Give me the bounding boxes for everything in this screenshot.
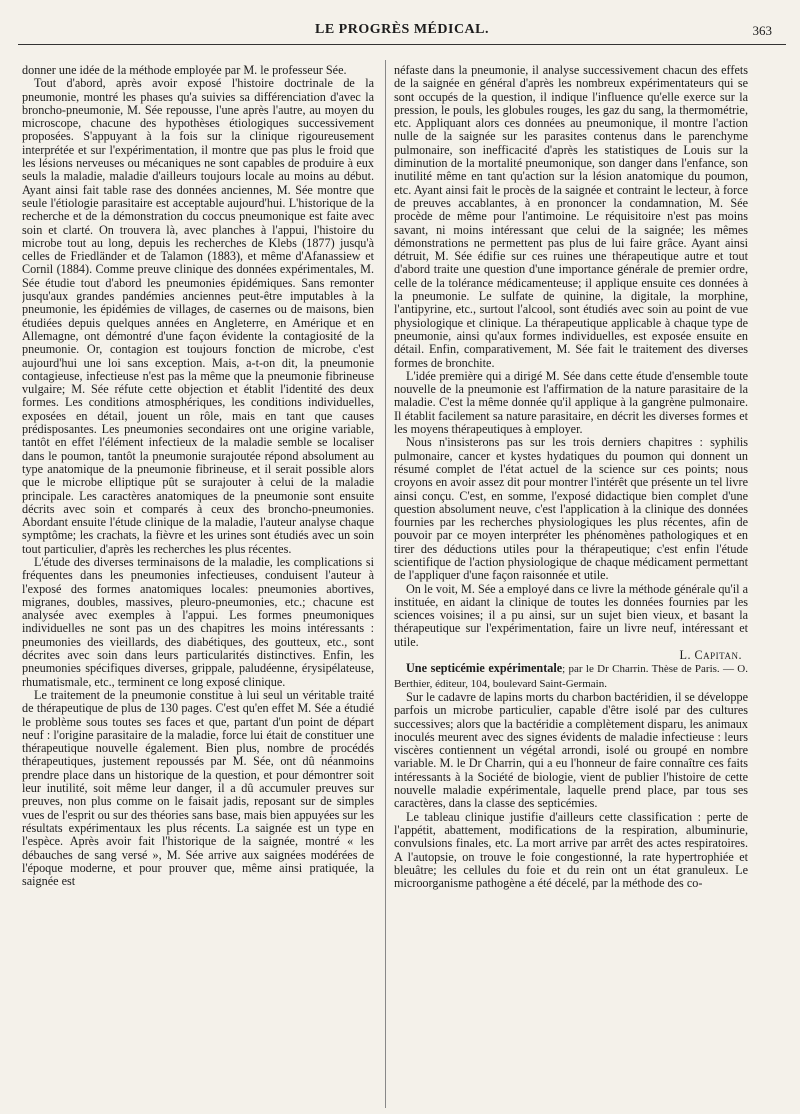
page-header bbox=[18, 22, 786, 44]
paragraph: Le tableau clinique justifie d'ailleurs cette classification : perte de l'appétit, abattement, modifications de la respiration, albuminurie, convulsions finales, etc. La mort arrive par arrêt des actes respiratoires. A l'autopsie, on trouve le foie congestionné, la rate hypertrophiée et bleuâtre; les cellules du foie et du rein ont un état granuleux. Le microorganisme pathogène a été décelé, par la méthode des co- bbox=[394, 809, 748, 891]
paragraph: On le voit, M. Sée a employé dans ce livre la méthode générale qu'il a instituée, en aidant la clinique de toutes les données fournies par les sciences voisines; il a pu ainsi, sur un sujet bien vieux, et basant la thérapeutique sur l'expérimentation, faire un livre neuf, intéressant et utile. bbox=[394, 581, 748, 649]
header-rule bbox=[18, 44, 786, 45]
running-title: LE PROGRÈS MÉDICAL. bbox=[314, 22, 490, 37]
page-number: 363 bbox=[752, 23, 772, 38]
paragraph: L'idée première qui a dirigé M. Sée dans cette étude d'ensemble toute nouvelle de la pneumonie est l'affirmation de la nature parasitaire de la maladie. C'est la même donnée qu'il applique à la gangrène pulmonaire. Il établit facilement sa nature parasitaire, en décrit les diverses formes et les moyens thérapeutiques à employer. bbox=[394, 368, 748, 437]
review-meta: ; par le Dr Charrin. Thèse de Paris. — O. Berthier, éditeur, 104, boulevard Saint-Germain. bbox=[394, 663, 748, 690]
right-column bbox=[394, 64, 748, 1112]
column-divider bbox=[385, 60, 386, 1108]
author-signature: L. Capitan. bbox=[679, 648, 742, 663]
review-title: Une septicémie expérimentale bbox=[406, 661, 563, 676]
paragraph: L'étude des diverses terminaisons de la maladie, les complications si fréquentes dans les pneumonies infectieuses, conduisent l'auteur à l'exposé des formes anatomiques locales: pneumonies abortives, migranes, doubles, massives, pleuro-pneumonies, etc.; chacune est analysée avec exemples à l'appui. Les formes pneumoniques individuelles ne sont pas un des chapitres les moins intéressants : pneumonies des vieillards, des diabétiques, des goutteux, etc., sont décrites avec soin dans leurs particularités distinctives. Enfin, les pneumonies spécifiques diverses, grippale, paludéenne, érysipélateuse, rhumatismale, etc., terminent ce long exposé clinique. bbox=[22, 554, 374, 689]
paragraph: Sur le cadavre de lapins morts du charbon bactéridien, il se développe parfois un microbe particulier, capable d'être isolé par des cultures successives; alors que la bactéridie a complètement disparu, les animaux inoculés meurent avec des signes évidents de maladie infectieuse : leurs viscères contiennent un végétal arrondi, isolé ou groupé en nombre variable. M. le Dr Charrin, qui a eu l'honneur de faire connaître ces faits intéressants à la Société de biologie, vient de publier l'histoire de cette nouvelle maladie expérimentale, laquelle prend place, par tous ses caractères, dans la classe des septicémies. bbox=[394, 689, 748, 811]
paragraph: Tout d'abord, après avoir exposé l'histoire doctrinale de la pneumonie, montré les phases qu'a suivies sa différenciation d'avec la broncho-pneumonie, M. Sée repousse, l'une après l'autre, au moyen du microscope, chacune des hypothèses étiologiques successivement proposées. S'appuyant à la fois sur la clinique rigoureusement interprétée et sur l'expérimentation, il montre que pas plus le froid que les lésions nerveuses ou mécaniques ne sont capables de produire à eux seuls la maladie, maladie d'ailleurs toujours locale au moins au début. Ayant ainsi fait table rase des données anciennes, M. Sée montre que seule l'étiologie parasitaire est acceptable aujourd'hui. L'historique de la recherche et de la démonstration du coccus pneumonique est faite avec soin et clarté. On trouvera là, avec planches à l'appui, l'histoire du microbe tout au long, depuis les recherches de Klebs (1877) jusqu'à celles de Friedländer et de Talamon (1883), et même d'Afanassiew et Cornil (1884). Comme preuve clinique des données expérimentales, M. Sée étudie tout d'abord les pneumonies épidémiques. Sans remonter jusqu'aux grandes pandémies anciennes peut-être imputables à la pneumonie, les épidémies de villages, de casernes ou de maisons, bien étudiées depuis quelques années en Angleterre, en Amérique et en Allemagne, ont démontré d'une façon évidente la contagiosité de la pneumonie. Or, contagion est toujours fonction de microbe, c'est aujourd'hui une loi sans exception. Mais, a-t-on dit, la pneumonie contagieuse, infectieuse n'est pas la même que la pneumonie fibrineuse vulgaire; M. Sée réfute cette objection et établit l'identité des deux formes. Les conditions atmosphériques, les conditions individuelles, exposées en détail, jouent un rôle, mais en tant que causes prédisposantes. Les pneumonies secondaires ont une origine variable, tantôt en effet l'élément infectieux de la maladie semble se localiser dans le poumon, tantôt la pneumonie surajoutée répond absolument au type anatomique de la pneumonie fibrineuse, et il serait possible alors que le microbe elliptique pût se surajouter à celui de la maladie principale. Les caractères anatomiques de la pneumonie sont ensuite décrits avec soin et comparés à ceux des broncho-pneumonies. Abordant ensuite l'étude clinique de la maladie, l'auteur analyse chaque symptôme; les crachats, la fièvre et les urines sont étudiés avec un soin tout particulier, d'après les recherches les plus récentes. bbox=[22, 76, 374, 556]
paragraph: néfaste dans la pneumonie, il analyse successivement chacun des effets de la saignée en général d'après les nombreux expérimentateurs qui se sont occupés de la question, il indique l'influence qu'elle exerce sur la pression, le pouls, les globules rouges, les gaz du sang, la thermométrie, etc. Appliquant alors ces données au pneumonique, il montre l'action nulle de la saignée sur les parasites contenus dans le parenchyme pulmonaire, son inefficacité d'après les statistiques de Louis sur la diminution de la mortalité pneumonique, son danger dans l'enfance, son inutilité même en tant qu'action sur la lésion anatomique du poumon, etc. Ayant ainsi fait le procès de la saignée et contraint le lecteur, à force de preuves accablantes, à en prononcer la condamnation, M. Sée procède de même pour l'antimoine. Le réquisitoire n'est pas moins savant, ni moins intéressant que celui de la saignée; les mêmes démonstrations ne permettent pas plus de lui faire grâce. Ayant ainsi détruit, M. Sée édifie sur ces ruines une thérapeutique autre et tout d'abord traite une question d'une importance générale de premier ordre, celle de la tolérance médicamenteuse; il applique ensuite ces données à la pneumonie. Le sulfate de quinine, la digitale, la morphine, l'antipyrine, etc., surtout l'alcool, sont étudiés avec soin au point de vue physiologique et clinique. La thérapeutique applicable à chaque type de pneumonie, ainsi qu'aux formes individuelles, est exposée ensuite en détail. Enfin, comparativement, M. Sée fait le traitement des diverses formes de bronchite. bbox=[394, 64, 748, 370]
paragraph: Nous n'insisterons pas sur les trois derniers chapitres : syphilis pulmonaire, cancer et kystes hydatiques du poumon qui donnent un résumé complet de l'état actuel de la science sur ces points; nous croyons en avoir assez dit pour montrer l'intérêt que présente un tel livre ainsi conçu. C'est, en somme, l'exposé didactique bien complet d'une question absolument neuve, c'est l'application à la clinique des données fournies par les recherches physiologiques les plus récentes, afin de pouvoir par ce moyen interpréter les phénomènes pathologiques et en tirer des déductions utiles pour la thérapeutique; c'est enfin l'étude scientifique de l'action physiologique de chaque médicament permettant de l'appliquer d'une façon raisonnée et utile. bbox=[394, 435, 748, 583]
paragraph: donner une idée de la méthode employée par M. le professeur Sée. bbox=[22, 64, 347, 77]
paragraph: Le traitement de la pneumonie constitue à lui seul un véritable traité de thérapeutique de plus de 130 pages. C'est qu'en effet M. Sée a étudié le problème sous toutes ses faces et que, partant d'un point de départ neuf : l'origine parasitaire de la maladie, force lui était de constituer une thérapeutique nouvelle également. Bien plus, nombre de procédés thérapeutiques, justement repoussés par M. Sée, ont dû néanmoins prendre place dans un historique de la question, et pour démontrer soit leur inutilité, soit même leur danger, il a dû accumuler preuves sur preuves, non plus comme on le faisait jadis, reposant sur de simples vues de l'esprit ou sur des théories sans base, mais bien appuyées sur les résultats expérimentaux les plus récents. La saignée est un type en l'espèce. Après avoir fait l'historique de la saignée, montré « les débauches de sang versé », M. Sée arrive aux saignées modérées de l'époque moderne, et pour prouver que, même ainsi pratiquée, la saignée est bbox=[22, 687, 374, 889]
review-heading bbox=[394, 662, 748, 691]
left-column bbox=[22, 64, 374, 1112]
